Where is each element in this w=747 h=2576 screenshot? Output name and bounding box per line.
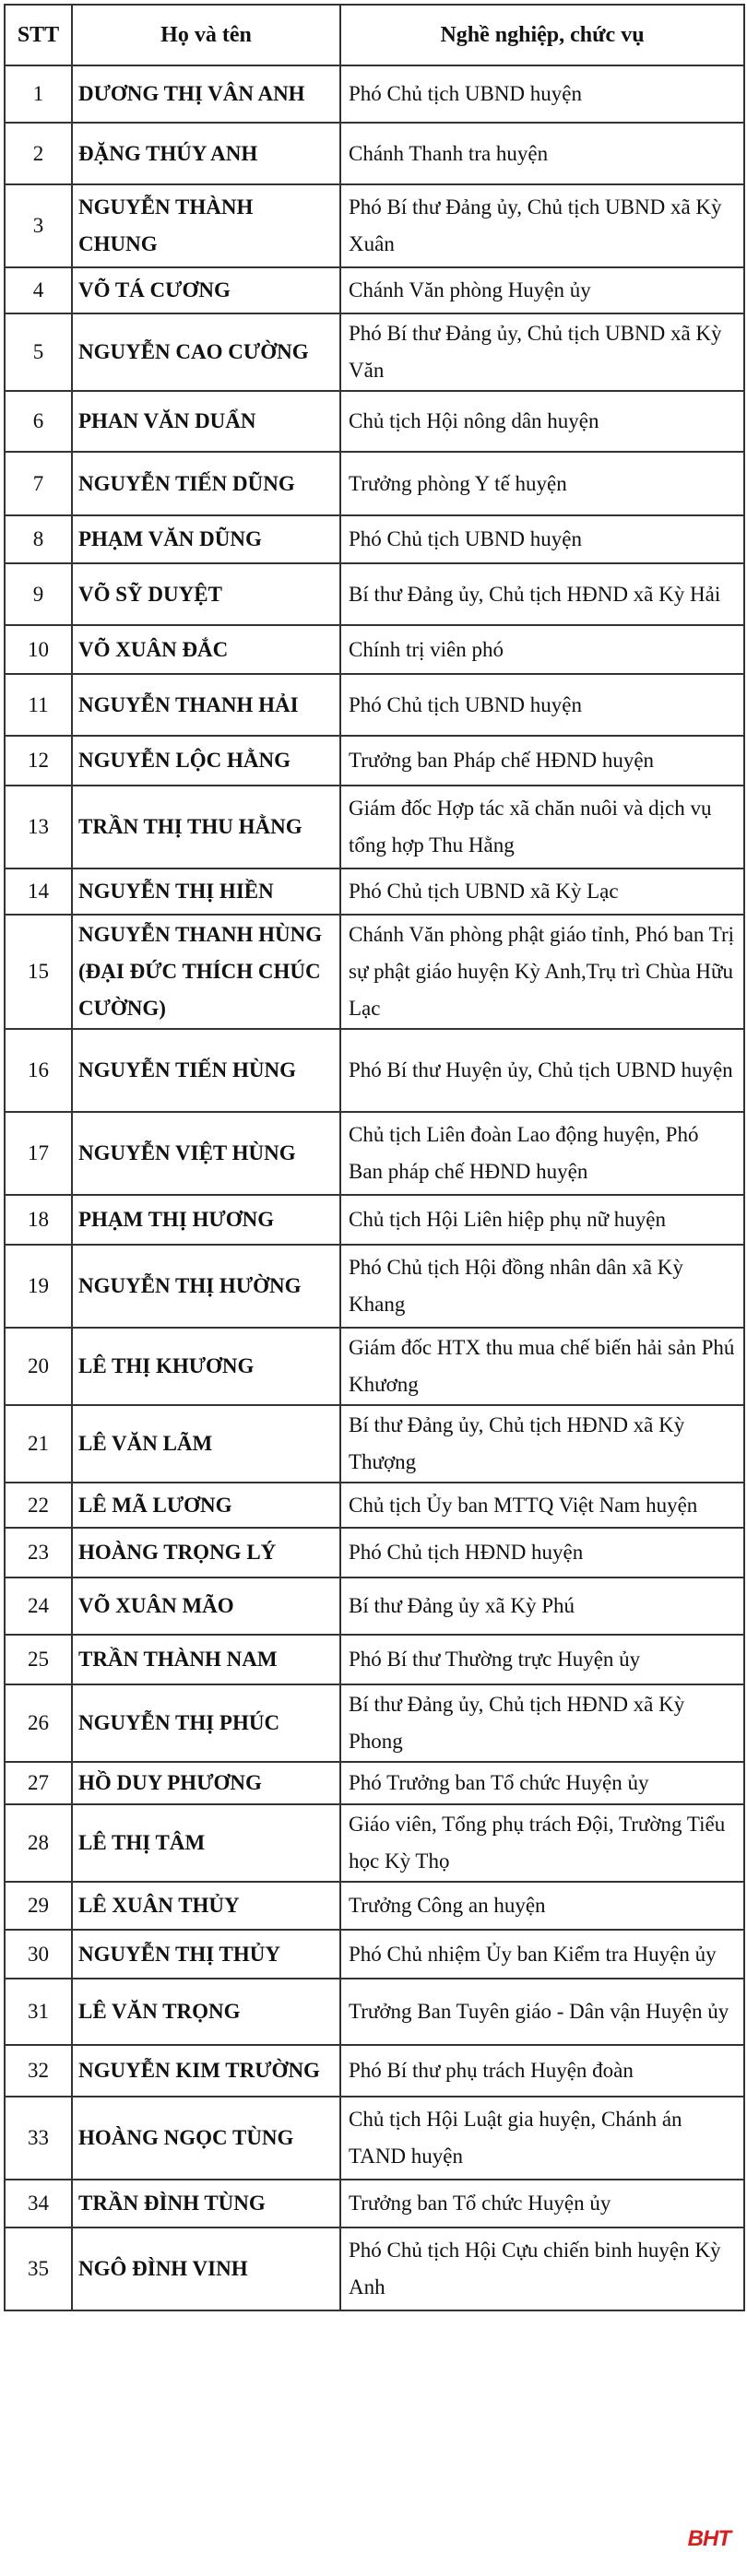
table-row	[5, 267, 744, 313]
table-row	[5, 1804, 744, 1882]
row-stt: 31	[5, 1979, 72, 2045]
row-stt: 10	[5, 625, 72, 674]
row-stt: 3	[5, 184, 72, 267]
row-stt: 23	[5, 1528, 72, 1578]
row-job: Phó Chủ tịch UBND huyện	[340, 65, 744, 123]
table-row	[5, 786, 744, 869]
row-stt: 15	[5, 915, 72, 1029]
row-name: VÕ XUÂN ĐẮC	[72, 625, 340, 674]
table-row	[5, 1029, 744, 1112]
table-row	[5, 2227, 744, 2310]
row-job: Phó Chủ tịch Hội Cựu chiến binh huyện Kỳ Anh	[340, 2227, 744, 2310]
row-stt: 16	[5, 1029, 72, 1112]
row-name: NGUYỄN VIỆT HÙNG	[72, 1112, 340, 1195]
table-row	[5, 65, 744, 123]
table-row	[5, 869, 744, 915]
row-name: HOÀNG TRỌNG LÝ	[72, 1528, 340, 1578]
table-row	[5, 563, 744, 625]
row-stt: 5	[5, 313, 72, 391]
row-name: NGUYỄN LỘC HẰNG	[72, 736, 340, 786]
row-stt: 7	[5, 452, 72, 515]
table-row	[5, 1635, 744, 1684]
table-row	[5, 1578, 744, 1635]
row-job: Giám đốc Hợp tác xã chăn nuôi và dịch vụ tổng hợp Thu Hằng	[340, 786, 744, 869]
bht-logo: BHT	[687, 2526, 730, 2551]
row-stt: 21	[5, 1405, 72, 1483]
row-job: Bí thư Đảng ủy, Chủ tịch HĐND xã Kỳ Thượng	[340, 1405, 744, 1483]
table-row	[5, 515, 744, 563]
row-job: Trưởng Ban Tuyên giáo - Dân vận Huyện ủy	[340, 1979, 744, 2045]
table-row	[5, 2097, 744, 2180]
row-name: LÊ THỊ TÂM	[72, 1804, 340, 1882]
row-name: PHAN VĂN DUẨN	[72, 391, 340, 452]
row-name: NGÔ ĐÌNH VINH	[72, 2227, 340, 2310]
row-stt: 20	[5, 1328, 72, 1405]
row-name: NGUYỄN THỊ HƯỜNG	[72, 1245, 340, 1328]
row-name: VÕ TÁ CƯƠNG	[72, 267, 340, 313]
row-name: LÊ VĂN TRỌNG	[72, 1979, 340, 2045]
row-job: Bí thư Đảng ủy, Chủ tịch HĐND xã Kỳ Hải	[340, 563, 744, 625]
table-row	[5, 1483, 744, 1528]
row-job: Phó Trưởng ban Tổ chức Huyện ủy	[340, 1762, 744, 1804]
row-job: Phó Chủ tịch HĐND huyện	[340, 1528, 744, 1578]
row-name: PHẠM VĂN DŨNG	[72, 515, 340, 563]
row-stt: 1	[5, 65, 72, 123]
table-row	[5, 1195, 744, 1245]
table-row	[5, 915, 744, 1029]
row-job: Chủ tịch Liên đoàn Lao động huyện, Phó Ban pháp chế HĐND huyện	[340, 1112, 744, 1195]
row-stt: 34	[5, 2180, 72, 2227]
table-row	[5, 313, 744, 391]
table-row	[5, 391, 744, 452]
row-job: Phó Bí thư Đảng ủy, Chủ tịch UBND xã Kỳ Xuân	[340, 184, 744, 267]
table-row	[5, 1112, 744, 1195]
row-name: TRẦN THỊ THU HẰNG	[72, 786, 340, 869]
row-stt: 32	[5, 2045, 72, 2097]
row-job: Phó Bí thư Thường trực Huyện ủy	[340, 1635, 744, 1684]
table-row	[5, 1245, 744, 1328]
row-job: Chủ tịch Hội nông dân huyện	[340, 391, 744, 452]
row-stt: 11	[5, 674, 72, 736]
row-name: NGUYỄN THANH HẢI	[72, 674, 340, 736]
row-stt: 30	[5, 1930, 72, 1979]
row-stt: 14	[5, 869, 72, 915]
row-stt: 18	[5, 1195, 72, 1245]
row-stt: 4	[5, 267, 72, 313]
row-job: Chủ tịch Hội Liên hiệp phụ nữ huyện	[340, 1195, 744, 1245]
row-stt: 26	[5, 1684, 72, 1762]
row-job: Phó Bí thư Huyện ủy, Chủ tịch UBND huyện	[340, 1029, 744, 1112]
row-name: DƯƠNG THỊ VÂN ANH	[72, 65, 340, 123]
row-name: NGUYỄN THANH HÙNG (ĐẠI ĐỨC THÍCH CHÚC CƯỜNG)	[72, 915, 340, 1029]
row-name: VÕ XUÂN MÃO	[72, 1578, 340, 1635]
row-name: PHẠM THỊ HƯƠNG	[72, 1195, 340, 1245]
row-stt: 19	[5, 1245, 72, 1328]
table-row	[5, 1762, 744, 1804]
row-job: Trưởng ban Tổ chức Huyện ủy	[340, 2180, 744, 2227]
row-stt: 6	[5, 391, 72, 452]
row-stt: 17	[5, 1112, 72, 1195]
row-job: Chánh Thanh tra huyện	[340, 123, 744, 184]
row-job: Giáo viên, Tổng phụ trách Đội, Trường Tiểu học Kỳ Thọ	[340, 1804, 744, 1882]
row-stt: 8	[5, 515, 72, 563]
row-stt: 27	[5, 1762, 72, 1804]
row-name: ĐẶNG THÚY ANH	[72, 123, 340, 184]
row-name: NGUYỄN TIẾN DŨNG	[72, 452, 340, 515]
row-stt: 35	[5, 2227, 72, 2310]
row-name: HỒ DUY PHƯƠNG	[72, 1762, 340, 1804]
row-name: LÊ MÃ LƯƠNG	[72, 1483, 340, 1528]
table-row	[5, 1930, 744, 1979]
table-row	[5, 1328, 744, 1405]
row-job: Phó Chủ tịch Hội đồng nhân dân xã Kỳ Khang	[340, 1245, 744, 1328]
row-job: Trưởng phòng Y tế huyện	[340, 452, 744, 515]
row-job: Trưởng ban Pháp chế HĐND huyện	[340, 736, 744, 786]
row-job: Bí thư Đảng ủy xã Kỳ Phú	[340, 1578, 744, 1635]
table-row	[5, 452, 744, 515]
row-name: NGUYỄN THỊ PHÚC	[72, 1684, 340, 1762]
table-row	[5, 1528, 744, 1578]
row-job: Bí thư Đảng ủy, Chủ tịch HĐND xã Kỳ Phong	[340, 1684, 744, 1762]
row-job: Chủ tịch Hội Luật gia huyện, Chánh án TAND huyện	[340, 2097, 744, 2180]
row-name: TRẦN ĐÌNH TÙNG	[72, 2180, 340, 2227]
row-stt: 2	[5, 123, 72, 184]
row-job: Chánh Văn phòng Huyện ủy	[340, 267, 744, 313]
row-job: Chủ tịch Ủy ban MTTQ Việt Nam huyện	[340, 1483, 744, 1528]
table-row	[5, 184, 744, 267]
row-stt: 9	[5, 563, 72, 625]
table-header-row	[5, 5, 744, 65]
row-name: NGUYỄN KIM TRƯỜNG	[72, 2045, 340, 2097]
row-job: Phó Bí thư phụ trách Huyện đoàn	[340, 2045, 744, 2097]
table-row	[5, 736, 744, 786]
row-stt: 12	[5, 736, 72, 786]
table-row	[5, 674, 744, 736]
table-row	[5, 1882, 744, 1930]
row-name: NGUYỄN CAO CƯỜNG	[72, 313, 340, 391]
row-name: LÊ XUÂN THỦY	[72, 1882, 340, 1930]
row-name: LÊ VĂN LÃM	[72, 1405, 340, 1483]
row-name: HOÀNG NGỌC TÙNG	[72, 2097, 340, 2180]
table-row	[5, 2045, 744, 2097]
row-name: VÕ SỸ DUYỆT	[72, 563, 340, 625]
row-stt: 24	[5, 1578, 72, 1635]
row-job: Chính trị viên phó	[340, 625, 744, 674]
table-row	[5, 1979, 744, 2045]
row-job: Phó Bí thư Đảng ủy, Chủ tịch UBND xã Kỳ Văn	[340, 313, 744, 391]
table-row	[5, 1405, 744, 1483]
header-job: Nghề nghiệp, chức vụ	[340, 5, 744, 65]
row-job: Phó Chủ tịch UBND huyện	[340, 515, 744, 563]
row-stt: 33	[5, 2097, 72, 2180]
row-name: TRẦN THÀNH NAM	[72, 1635, 340, 1684]
row-job: Trưởng Công an huyện	[340, 1882, 744, 1930]
table-row	[5, 625, 744, 674]
row-job: Phó Chủ tịch UBND huyện	[340, 674, 744, 736]
row-name: NGUYỄN THỊ THỦY	[72, 1930, 340, 1979]
row-job: Phó Chủ nhiệm Ủy ban Kiểm tra Huyện ủy	[340, 1930, 744, 1979]
row-stt: 13	[5, 786, 72, 869]
row-stt: 22	[5, 1483, 72, 1528]
row-stt: 25	[5, 1635, 72, 1684]
row-job: Phó Chủ tịch UBND xã Kỳ Lạc	[340, 869, 744, 915]
row-stt: 29	[5, 1882, 72, 1930]
row-name: NGUYỄN THÀNH CHUNG	[72, 184, 340, 267]
row-name: NGUYỄN TIẾN HÙNG	[72, 1029, 340, 1112]
member-table	[4, 4, 745, 2311]
row-job: Giám đốc HTX thu mua chế biến hải sản Phú Khương	[340, 1328, 744, 1405]
header-name: Họ và tên	[72, 5, 340, 65]
table-row	[5, 1684, 744, 1762]
row-name: LÊ THỊ KHƯƠNG	[72, 1328, 340, 1405]
table-row	[5, 123, 744, 184]
table-row	[5, 2180, 744, 2227]
header-stt: STT	[5, 5, 72, 65]
row-stt: 28	[5, 1804, 72, 1882]
row-job: Chánh Văn phòng phật giáo tỉnh, Phó ban Trị sự phật giáo huyện Kỳ Anh,Trụ trì Chùa Hữu Lạc	[340, 915, 744, 1029]
row-name: NGUYỄN THỊ HIỀN	[72, 869, 340, 915]
